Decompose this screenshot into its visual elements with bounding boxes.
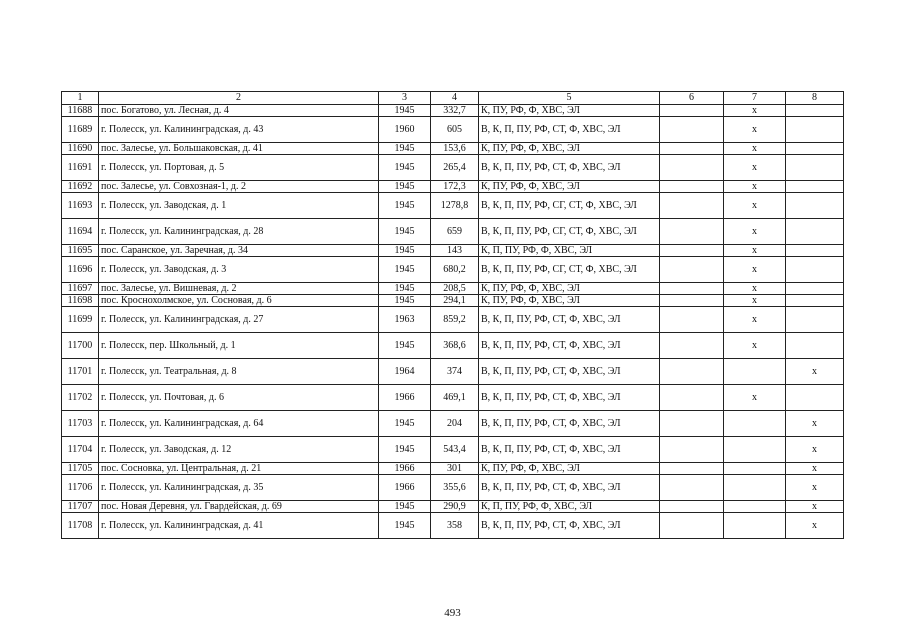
- cell-systems: В, К, П, ПУ, РФ, СТ, Ф, ХВС, ЭЛ: [479, 385, 660, 411]
- cell-col-7: [724, 437, 786, 463]
- cell-year: 1966: [379, 385, 431, 411]
- cell-record-number: 11704: [62, 437, 99, 463]
- cell-col-7: [724, 359, 786, 385]
- cell-address: пос. Залесье, ул. Совхозная-1, д. 2: [99, 181, 379, 193]
- cell-record-number: 11701: [62, 359, 99, 385]
- cell-year: 1945: [379, 411, 431, 437]
- cell-systems: К, ПУ, РФ, Ф, ХВС, ЭЛ: [479, 105, 660, 117]
- cell-systems: В, К, П, ПУ, РФ, СТ, Ф, ХВС, ЭЛ: [479, 437, 660, 463]
- column-header-1: 1: [62, 92, 99, 105]
- column-header-2: 2: [99, 92, 379, 105]
- column-header-3: 3: [379, 92, 431, 105]
- cell-record-number: 11688: [62, 105, 99, 117]
- cell-col-6: [660, 181, 724, 193]
- cell-address: пос. Кроснохолмское, ул. Сосновая, д. 6: [99, 295, 379, 307]
- cell-year: 1945: [379, 437, 431, 463]
- cell-area: 294,1: [431, 295, 479, 307]
- column-header-7: 7: [724, 92, 786, 105]
- cell-col-6: [660, 117, 724, 143]
- cell-col-8: x: [786, 411, 844, 437]
- cell-record-number: 11692: [62, 181, 99, 193]
- cell-year: 1945: [379, 513, 431, 539]
- cell-record-number: 11705: [62, 463, 99, 475]
- cell-systems: К, ПУ, РФ, Ф, ХВС, ЭЛ: [479, 143, 660, 155]
- cell-systems: К, ПУ, РФ, Ф, ХВС, ЭЛ: [479, 295, 660, 307]
- cell-col-7: x: [724, 245, 786, 257]
- cell-systems: К, ПУ, РФ, Ф, ХВС, ЭЛ: [479, 463, 660, 475]
- cell-year: 1945: [379, 283, 431, 295]
- cell-systems: В, К, П, ПУ, РФ, СГ, СТ, Ф, ХВС, ЭЛ: [479, 193, 660, 219]
- cell-col-8: [786, 257, 844, 283]
- cell-col-8: x: [786, 359, 844, 385]
- cell-systems: В, К, П, ПУ, РФ, СТ, Ф, ХВС, ЭЛ: [479, 117, 660, 143]
- cell-col-8: x: [786, 513, 844, 539]
- cell-systems: В, К, П, ПУ, РФ, СТ, Ф, ХВС, ЭЛ: [479, 359, 660, 385]
- cell-area: 355,6: [431, 475, 479, 501]
- cell-year: 1945: [379, 105, 431, 117]
- cell-record-number: 11689: [62, 117, 99, 143]
- cell-col-6: [660, 411, 724, 437]
- cell-record-number: 11703: [62, 411, 99, 437]
- cell-address: пос. Залесье, ул. Вишневая, д. 2: [99, 283, 379, 295]
- cell-address: г. Полесск, ул. Калининградская, д. 27: [99, 307, 379, 333]
- cell-area: 290,9: [431, 501, 479, 513]
- cell-col-6: [660, 359, 724, 385]
- cell-col-6: [660, 283, 724, 295]
- table-row: [62, 359, 844, 385]
- column-header-5: 5: [479, 92, 660, 105]
- cell-systems: К, ПУ, РФ, Ф, ХВС, ЭЛ: [479, 181, 660, 193]
- cell-year: 1945: [379, 257, 431, 283]
- cell-col-8: [786, 117, 844, 143]
- table-row: [62, 501, 844, 513]
- cell-col-8: [786, 193, 844, 219]
- cell-systems: В, К, П, ПУ, РФ, СТ, Ф, ХВС, ЭЛ: [479, 333, 660, 359]
- cell-record-number: 11707: [62, 501, 99, 513]
- cell-col-8: [786, 385, 844, 411]
- cell-col-8: [786, 105, 844, 117]
- cell-area: 368,6: [431, 333, 479, 359]
- cell-record-number: 11697: [62, 283, 99, 295]
- cell-area: 208,5: [431, 283, 479, 295]
- table-row: [62, 333, 844, 359]
- cell-col-7: x: [724, 295, 786, 307]
- cell-col-6: [660, 437, 724, 463]
- cell-col-6: [660, 155, 724, 181]
- cell-area: 659: [431, 219, 479, 245]
- cell-area: 172,3: [431, 181, 479, 193]
- cell-year: 1945: [379, 501, 431, 513]
- cell-col-8: x: [786, 463, 844, 475]
- cell-col-6: [660, 501, 724, 513]
- cell-col-6: [660, 193, 724, 219]
- table-row: [62, 143, 844, 155]
- table-row: [62, 411, 844, 437]
- cell-year: 1945: [379, 155, 431, 181]
- cell-col-7: x: [724, 143, 786, 155]
- cell-col-6: [660, 513, 724, 539]
- cell-col-7: [724, 501, 786, 513]
- cell-address: г. Полесск, ул. Калининградская, д. 43: [99, 117, 379, 143]
- cell-area: 358: [431, 513, 479, 539]
- table-row: [62, 307, 844, 333]
- cell-col-7: x: [724, 385, 786, 411]
- cell-col-8: [786, 181, 844, 193]
- cell-col-6: [660, 219, 724, 245]
- cell-area: 469,1: [431, 385, 479, 411]
- cell-year: 1945: [379, 333, 431, 359]
- cell-col-7: x: [724, 333, 786, 359]
- cell-area: 374: [431, 359, 479, 385]
- cell-year: 1945: [379, 245, 431, 257]
- cell-record-number: 11700: [62, 333, 99, 359]
- cell-col-6: [660, 245, 724, 257]
- cell-year: 1964: [379, 359, 431, 385]
- cell-col-8: x: [786, 437, 844, 463]
- cell-col-6: [660, 385, 724, 411]
- table-row: [62, 513, 844, 539]
- cell-area: 1278,8: [431, 193, 479, 219]
- cell-col-6: [660, 143, 724, 155]
- cell-systems: В, К, П, ПУ, РФ, СТ, Ф, ХВС, ЭЛ: [479, 155, 660, 181]
- cell-address: пос. Саранское, ул. Заречная, д. 34: [99, 245, 379, 257]
- cell-address: г. Полесск, ул. Заводская, д. 3: [99, 257, 379, 283]
- cell-area: 204: [431, 411, 479, 437]
- cell-address: г. Полесск, ул. Заводская, д. 1: [99, 193, 379, 219]
- cell-year: 1945: [379, 181, 431, 193]
- cell-address: г. Полесск, ул. Калининградская, д. 41: [99, 513, 379, 539]
- table-row: [62, 193, 844, 219]
- table-row: [62, 295, 844, 307]
- cell-col-8: [786, 283, 844, 295]
- table-row: [62, 283, 844, 295]
- table-row: [62, 437, 844, 463]
- cell-col-8: x: [786, 475, 844, 501]
- cell-col-7: [724, 463, 786, 475]
- cell-systems: К, П, ПУ, РФ, Ф, ХВС, ЭЛ: [479, 245, 660, 257]
- cell-col-7: x: [724, 219, 786, 245]
- cell-area: 265,4: [431, 155, 479, 181]
- cell-record-number: 11706: [62, 475, 99, 501]
- cell-col-7: x: [724, 117, 786, 143]
- table-row: [62, 475, 844, 501]
- cell-year: 1945: [379, 143, 431, 155]
- cell-address: г. Полесск, ул. Театральная, д. 8: [99, 359, 379, 385]
- cell-year: 1966: [379, 475, 431, 501]
- cell-address: г. Полесск, ул. Почтовая, д. 6: [99, 385, 379, 411]
- cell-col-6: [660, 105, 724, 117]
- cell-col-8: [786, 219, 844, 245]
- cell-address: г. Полесск, ул. Портовая, д. 5: [99, 155, 379, 181]
- cell-col-6: [660, 463, 724, 475]
- cell-address: г. Полесск, пер. Школьный, д. 1: [99, 333, 379, 359]
- cell-systems: В, К, П, ПУ, РФ, СТ, Ф, ХВС, ЭЛ: [479, 475, 660, 501]
- cell-year: 1960: [379, 117, 431, 143]
- table-row: [62, 385, 844, 411]
- cell-area: 143: [431, 245, 479, 257]
- cell-record-number: 11696: [62, 257, 99, 283]
- table-row: [62, 219, 844, 245]
- cell-record-number: 11690: [62, 143, 99, 155]
- cell-year: 1966: [379, 463, 431, 475]
- cell-col-7: x: [724, 307, 786, 333]
- cell-record-number: 11698: [62, 295, 99, 307]
- table-row: [62, 463, 844, 475]
- header-row: [62, 92, 844, 105]
- cell-address: пос. Сосновка, ул. Центральная, д. 21: [99, 463, 379, 475]
- cell-col-6: [660, 295, 724, 307]
- cell-area: 680,2: [431, 257, 479, 283]
- cell-col-7: x: [724, 105, 786, 117]
- cell-address: г. Полесск, ул. Калининградская, д. 28: [99, 219, 379, 245]
- cell-year: 1945: [379, 193, 431, 219]
- cell-address: пос. Залесье, ул. Большаковская, д. 41: [99, 143, 379, 155]
- cell-systems: В, К, П, ПУ, РФ, СГ, СТ, Ф, ХВС, ЭЛ: [479, 219, 660, 245]
- table-row: [62, 245, 844, 257]
- cell-systems: В, К, П, ПУ, РФ, СГ, СТ, Ф, ХВС, ЭЛ: [479, 257, 660, 283]
- cell-area: 153,6: [431, 143, 479, 155]
- cell-area: 543,4: [431, 437, 479, 463]
- cell-systems: К, ПУ, РФ, Ф, ХВС, ЭЛ: [479, 283, 660, 295]
- cell-col-7: x: [724, 257, 786, 283]
- cell-year: 1945: [379, 219, 431, 245]
- cell-area: 332,7: [431, 105, 479, 117]
- cell-area: 859,2: [431, 307, 479, 333]
- cell-col-7: [724, 513, 786, 539]
- cell-record-number: 11695: [62, 245, 99, 257]
- cell-systems: В, К, П, ПУ, РФ, СТ, Ф, ХВС, ЭЛ: [479, 513, 660, 539]
- cell-address: г. Полесск, ул. Калининградская, д. 64: [99, 411, 379, 437]
- page-number: 493: [444, 607, 461, 619]
- cell-col-6: [660, 333, 724, 359]
- cell-col-8: [786, 143, 844, 155]
- column-header-4: 4: [431, 92, 479, 105]
- cell-record-number: 11694: [62, 219, 99, 245]
- table-row: [62, 105, 844, 117]
- table-row: [62, 181, 844, 193]
- cell-col-8: [786, 307, 844, 333]
- housing-register-table: [61, 91, 844, 539]
- cell-record-number: 11699: [62, 307, 99, 333]
- cell-col-7: x: [724, 193, 786, 219]
- cell-col-8: [786, 333, 844, 359]
- cell-systems: В, К, П, ПУ, РФ, СТ, Ф, ХВС, ЭЛ: [479, 307, 660, 333]
- cell-col-7: x: [724, 283, 786, 295]
- cell-col-7: x: [724, 155, 786, 181]
- cell-area: 301: [431, 463, 479, 475]
- cell-year: 1963: [379, 307, 431, 333]
- cell-area: 605: [431, 117, 479, 143]
- column-header-8: 8: [786, 92, 844, 105]
- cell-col-7: x: [724, 181, 786, 193]
- column-header-6: 6: [660, 92, 724, 105]
- cell-col-7: [724, 411, 786, 437]
- cell-col-8: [786, 245, 844, 257]
- cell-record-number: 11708: [62, 513, 99, 539]
- cell-address: пос. Богатово, ул. Лесная, д. 4: [99, 105, 379, 117]
- table-row: [62, 117, 844, 143]
- cell-col-6: [660, 307, 724, 333]
- cell-col-7: [724, 475, 786, 501]
- cell-record-number: 11693: [62, 193, 99, 219]
- cell-address: пос. Новая Деревня, ул. Гвардейская, д. 69: [99, 501, 379, 513]
- cell-col-6: [660, 257, 724, 283]
- table-row: [62, 257, 844, 283]
- cell-col-6: [660, 475, 724, 501]
- table-row: [62, 155, 844, 181]
- cell-record-number: 11702: [62, 385, 99, 411]
- cell-systems: В, К, П, ПУ, РФ, СТ, Ф, ХВС, ЭЛ: [479, 411, 660, 437]
- cell-year: 1945: [379, 295, 431, 307]
- table-body: [62, 105, 844, 539]
- cell-record-number: 11691: [62, 155, 99, 181]
- cell-col-8: [786, 155, 844, 181]
- cell-col-8: x: [786, 501, 844, 513]
- cell-address: г. Полесск, ул. Калининградская, д. 35: [99, 475, 379, 501]
- cell-address: г. Полесск, ул. Заводская, д. 12: [99, 437, 379, 463]
- cell-systems: К, П, ПУ, РФ, Ф, ХВС, ЭЛ: [479, 501, 660, 513]
- cell-col-8: [786, 295, 844, 307]
